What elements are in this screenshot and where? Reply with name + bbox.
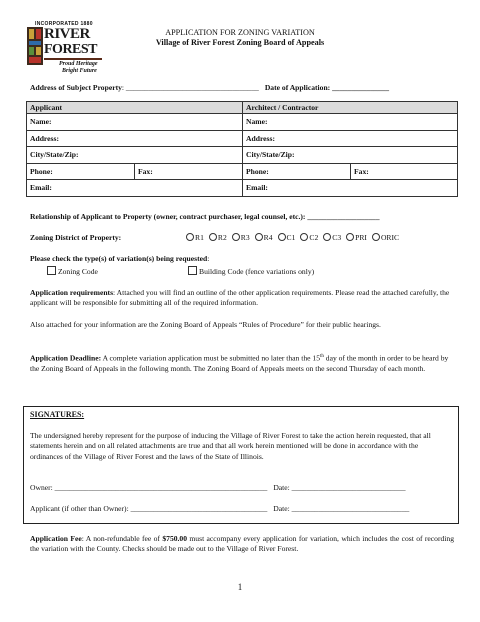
applicant-email-field[interactable]: Email: — [27, 180, 243, 197]
radio-icon[interactable] — [232, 233, 240, 241]
deadline-text-2: day of the month in order to be heard by the Zoning Board of Appeals in the following month. The Zoning Board of Appeals meets on the second Thursday of each month. — [30, 353, 449, 373]
applicant-name-field[interactable]: Name: — [27, 114, 243, 131]
applicant-address-field[interactable]: Address: — [27, 130, 243, 147]
zoning-option-c2[interactable] — [300, 233, 318, 242]
logo-river: RIVER — [44, 26, 90, 42]
logo-incorporated: INCORPORATED 1880 — [35, 21, 93, 27]
radio-icon[interactable] — [278, 233, 286, 241]
zoning-option-r2[interactable] — [209, 233, 227, 242]
applicant-signature-field[interactable]: Applicant (if other than Owner): ____________________________________ — [30, 504, 268, 513]
table-row — [27, 130, 458, 147]
architect-header: Architect / Contractor — [243, 102, 458, 114]
zoning-option-c1[interactable] — [278, 233, 296, 242]
address-label: Address of Subject Property — [30, 83, 122, 92]
zoning-option-label: C1 — [286, 233, 296, 242]
date-of-application-field[interactable]: Date of Application: _______________ — [264, 83, 390, 92]
zoning-district-label: Zoning District of Property: — [30, 233, 122, 242]
radio-icon[interactable] — [255, 233, 263, 241]
building-code-checkbox[interactable] — [188, 266, 197, 275]
fee-paragraph — [30, 534, 454, 555]
zoning-option-r4[interactable] — [255, 233, 273, 242]
deadline-text-1: A complete variation application must be submitted no later than the 15 — [101, 353, 320, 363]
applicant-date-field[interactable]: Date: _______________________________ — [273, 504, 410, 513]
zoning-option-label: R3 — [240, 233, 250, 242]
table-row — [27, 114, 458, 131]
zoning-code-option[interactable] — [47, 266, 98, 276]
zoning-option-label: C3 — [332, 233, 342, 242]
logo-tagline-1: Proud Heritage — [59, 61, 98, 67]
zoning-option-label: ORIC — [380, 233, 400, 242]
architect-email-field[interactable]: Email: — [243, 180, 458, 197]
page-number: 1 — [237, 582, 243, 592]
variation-colon: : — [207, 254, 210, 263]
zoning-option-pri[interactable] — [346, 233, 367, 242]
fee-text-1: : A non-refundable fee of — [81, 534, 163, 543]
zoning-option-c3[interactable] — [323, 233, 341, 242]
requirements-text: : Attached you will find an outline of the other application requirements. Please read the attached carefully, the applicant will be responsible for submitting all of the required information. — [30, 288, 450, 308]
requirements-lead: Application requirements — [30, 288, 114, 297]
table-row — [27, 180, 458, 197]
address-line — [30, 83, 460, 92]
address-field[interactable]: : ___________________________________ — [121, 83, 259, 92]
fee-amount: $750.00 — [162, 534, 188, 543]
variation-label: Please check the type(s) of variation(s) being requested — [30, 254, 208, 263]
fee-lead: Application Fee — [30, 534, 82, 543]
zoning-option-label: R2 — [217, 233, 227, 242]
radio-icon[interactable] — [300, 233, 308, 241]
logo-tagline-2: Bright Future — [62, 68, 97, 74]
radio-icon[interactable] — [372, 233, 380, 241]
zoning-option-r1[interactable] — [186, 233, 204, 242]
radio-icon[interactable] — [209, 233, 217, 241]
logo-forest: FOREST — [44, 42, 98, 57]
zoning-district-row — [30, 233, 460, 242]
zoning-option-label: PRI — [355, 233, 367, 242]
architect-city-field[interactable]: City/State/Zip: — [243, 147, 458, 164]
owner-signature-field[interactable]: Owner: ________________________________________________________ — [30, 483, 268, 492]
document-subtitle: Village of River Forest Zoning Board of Appeals — [155, 38, 325, 47]
architect-fax-field[interactable]: Fax: — [351, 163, 458, 180]
applicant-header: Applicant — [27, 102, 243, 114]
building-code-label: Building Code (fence variations only) — [199, 267, 315, 276]
deadline-sup: th — [320, 354, 324, 359]
architect-address-field[interactable]: Address: — [243, 130, 458, 147]
zoning-option-label: R1 — [195, 233, 204, 242]
zoning-code-label: Zoning Code — [58, 267, 98, 276]
table-row — [27, 147, 458, 164]
logo-divider — [44, 58, 102, 60]
fee-text-2: must accompany every application for variation, which includes the cost of recording the variation with the County. Checks should be made out to the Village of River Forest. — [30, 534, 454, 554]
rules-paragraph: Also attached for your information are the Zoning Board of Appeals “Rules of Procedure” for their public hearings. — [30, 320, 381, 329]
radio-icon[interactable] — [323, 233, 331, 241]
applicant-city-field[interactable]: City/State/Zip: — [27, 147, 243, 164]
radio-icon[interactable] — [346, 233, 354, 241]
zoning-code-checkbox[interactable] — [47, 266, 56, 275]
applicant-row — [30, 504, 409, 513]
signatures-heading: SIGNATURES: — [30, 410, 85, 419]
zoning-option-oric[interactable] — [372, 233, 399, 242]
zoning-option-label: C2 — [309, 233, 319, 242]
variation-prompt — [30, 254, 209, 263]
signatures-text: The undersigned hereby represent for the purpose of inducing the Village of River Forest to take the action herein requested, that all statements herein and on all related attachments are true and that all work herein mentioned will be done in accordance with the ordinances of the Village of River Forest and the laws of the State of Illinois. — [30, 431, 431, 461]
contact-table — [26, 101, 458, 197]
owner-row — [30, 483, 406, 492]
zoning-option-label: R4 — [263, 233, 273, 242]
radio-icon[interactable] — [186, 233, 194, 241]
requirements-paragraph — [30, 288, 452, 309]
architect-phone-field[interactable]: Phone: — [243, 163, 351, 180]
applicant-fax-field[interactable]: Fax: — [135, 163, 243, 180]
table-row — [27, 163, 458, 180]
owner-date-field[interactable]: Date: ______________________________ — [273, 483, 406, 492]
deadline-lead: Application Deadline: — [30, 353, 102, 363]
document-title: APPLICATION FOR ZONING VARIATION — [165, 28, 315, 37]
architect-name-field[interactable]: Name: — [243, 114, 458, 131]
deadline-paragraph — [30, 352, 452, 374]
table-header-row — [27, 102, 458, 114]
building-code-option[interactable] — [188, 266, 314, 276]
signatures-box — [23, 406, 459, 524]
zoning-options — [186, 233, 404, 242]
applicant-phone-field[interactable]: Phone: — [27, 163, 135, 180]
relationship-field[interactable]: Relationship of Applicant to Property (owner, contract purchaser, legal counsel, etc.): ___________________ — [30, 212, 380, 221]
zoning-option-r3[interactable] — [232, 233, 250, 242]
